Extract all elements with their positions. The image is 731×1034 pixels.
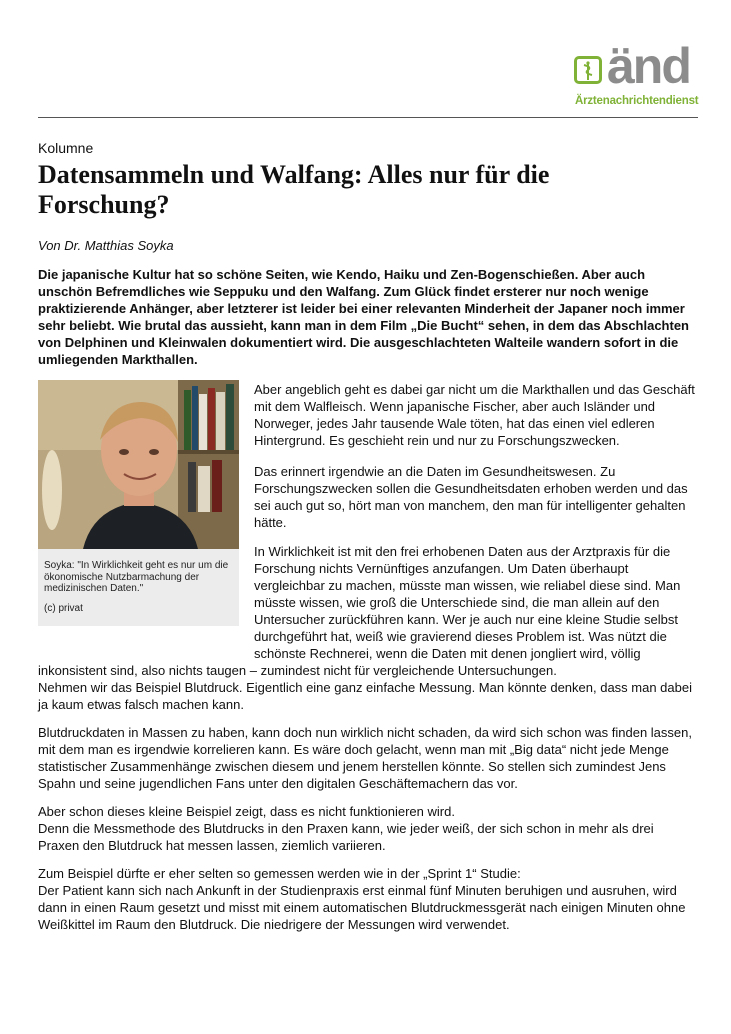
paragraph-3 [254,543,698,662]
paragraph-6a: Aber schon dieses kleine Beispiel zeigt, dass es nicht funktionieren wird. [38,804,455,819]
article-byline: Von Dr. Matthias Soyka [38,238,174,253]
article-kicker: Kolumne [38,140,94,156]
paragraph-5: Blutdruckdaten in Massen zu haben, kann doch nun wirklich nicht schaden, da wird sich schon was finden lassen, mit dem man es irgendwie korrelieren kann. Es wäre doch gelacht, wenn man mit „Big data“ nicht jede Menge statistischer Zusammenhänge zwischen diesem und jenem herstellen könnte. So stellen sich zumindest Jens Spahn und seine jugendlichen Fans unter den digitalen Geschäftemachern das vor. [38,725,692,791]
logo-subtitle: Ärztenachrichtendienst [575,95,699,107]
article-title: Datensammeln und Walfang: Alles nur für die Forschung? [38,160,550,219]
text-line: vergleichbar zu machen, müsste man wissen, wie reliabel diese sind. Man [254,578,681,593]
photo-credit: (c) privat [44,603,83,614]
paragraph-7a: Zum Beispiel dürfte er eher selten so gemessen werden wie in der „Sprint 1“ Studie: [38,866,521,881]
paragraph-6b: Denn die Messmethode des Blutdrucks in den Praxen kann, wie jeder weiß, der sich schon in mehr als drei Praxen den Blutdruck hat messen lassen, ziemlich variieren. [38,821,654,853]
text-line: Untersucher zurückführen kann. Wer je auch nur eine kleine Studie selbst [254,612,678,627]
author-figure [38,380,239,626]
paragraph-1: Aber angeblich geht es dabei gar nicht um die Markthallen und das Geschäft mit dem Walfleisch. Wenn japanische Fischer, aber auch Isländer und Norweger, jedes Jahr tausende Wale töten, hat das einen viel edleren Hintergrund. Es geschieht rein und nur zu Forschungszwecken. [254,382,695,448]
text-line: schönste Rechnerei, wenn die Daten mit denen jongliert wird, völlig [254,646,641,661]
aend-logo[interactable] [574,38,699,110]
paragraph-3-continued: inkonsistent sind, also nichts taugen – zumindest nicht für vergleichende Untersuchungen. [38,663,557,678]
author-photo [38,380,239,549]
figure-caption: Soyka: "In Wirklichkeit geht es nur um die ökonomische Nutzbarmachung der medizinischen Daten." [44,560,229,594]
paragraph-4: Nehmen wir das Beispiel Blutdruck. Eigentlich eine ganz einfache Messung. Man könnte denken, dass man dabei ja kaum etwas falsch machen kann. [38,680,692,712]
text-line: durchgeführt hat, weiß wie gravierend dieses Problem ist. Was nützt die [254,629,667,644]
article-lead: Die japanische Kultur hat so schöne Seiten, wie Kendo, Haiku und Zen-Bogenschießen. Aber auch unschön Befremdliches wie Seppuku und den Walfang. Zum Glück findet ersterer nur noch wenige praktizierende Anhänger, aber letzterer ist leider bei einer relevanten Minderheit der Japaner noch immer sehr beliebt. Wie brutal das aussieht, kann man in dem Film „Die Bucht“ sehen, in dem das Abschlachten von Delphinen und Kleinwalen dokumentiert wird. Die ausgeschlachteten Walteile wandern sofort in die umliegenden Markthallen. [38,267,689,367]
text-line: In Wirklichkeit ist mit den frei erhobenen Daten aus der Arztpraxis für die [254,544,671,559]
text-line: müsste wissen, wie groß die Unterschiede sind, die man allein auf den [254,595,660,610]
caduceus-icon [574,56,602,84]
text-line: Forschung nichts Vernünftiges anzufangen. Um Daten überhaupt [254,561,629,576]
logo-wordmark: änd [607,38,690,94]
paragraph-7b: Der Patient kann sich nach Ankunft in der Studienpraxis erst einmal fünf Minuten beruhigen und ausruhen, wird dann in einen Raum gesetzt und misst mit einem automatischen Blutdruckmessgerät nach einigen Minuten ohne Weißkittel im Raum den Blutdruck. Die niedrigere der Messungen wird verwendet. [38,883,686,932]
paragraph-2: Das erinnert irgendwie an die Daten im Gesundheitswesen. Zu Forschungszwecken sollen die Gesundheitsdaten erhoben werden und das sei auch gut so, hört man von manchem, den man für intelligenter gehalten hätte. [254,464,688,530]
header-divider [38,117,698,118]
